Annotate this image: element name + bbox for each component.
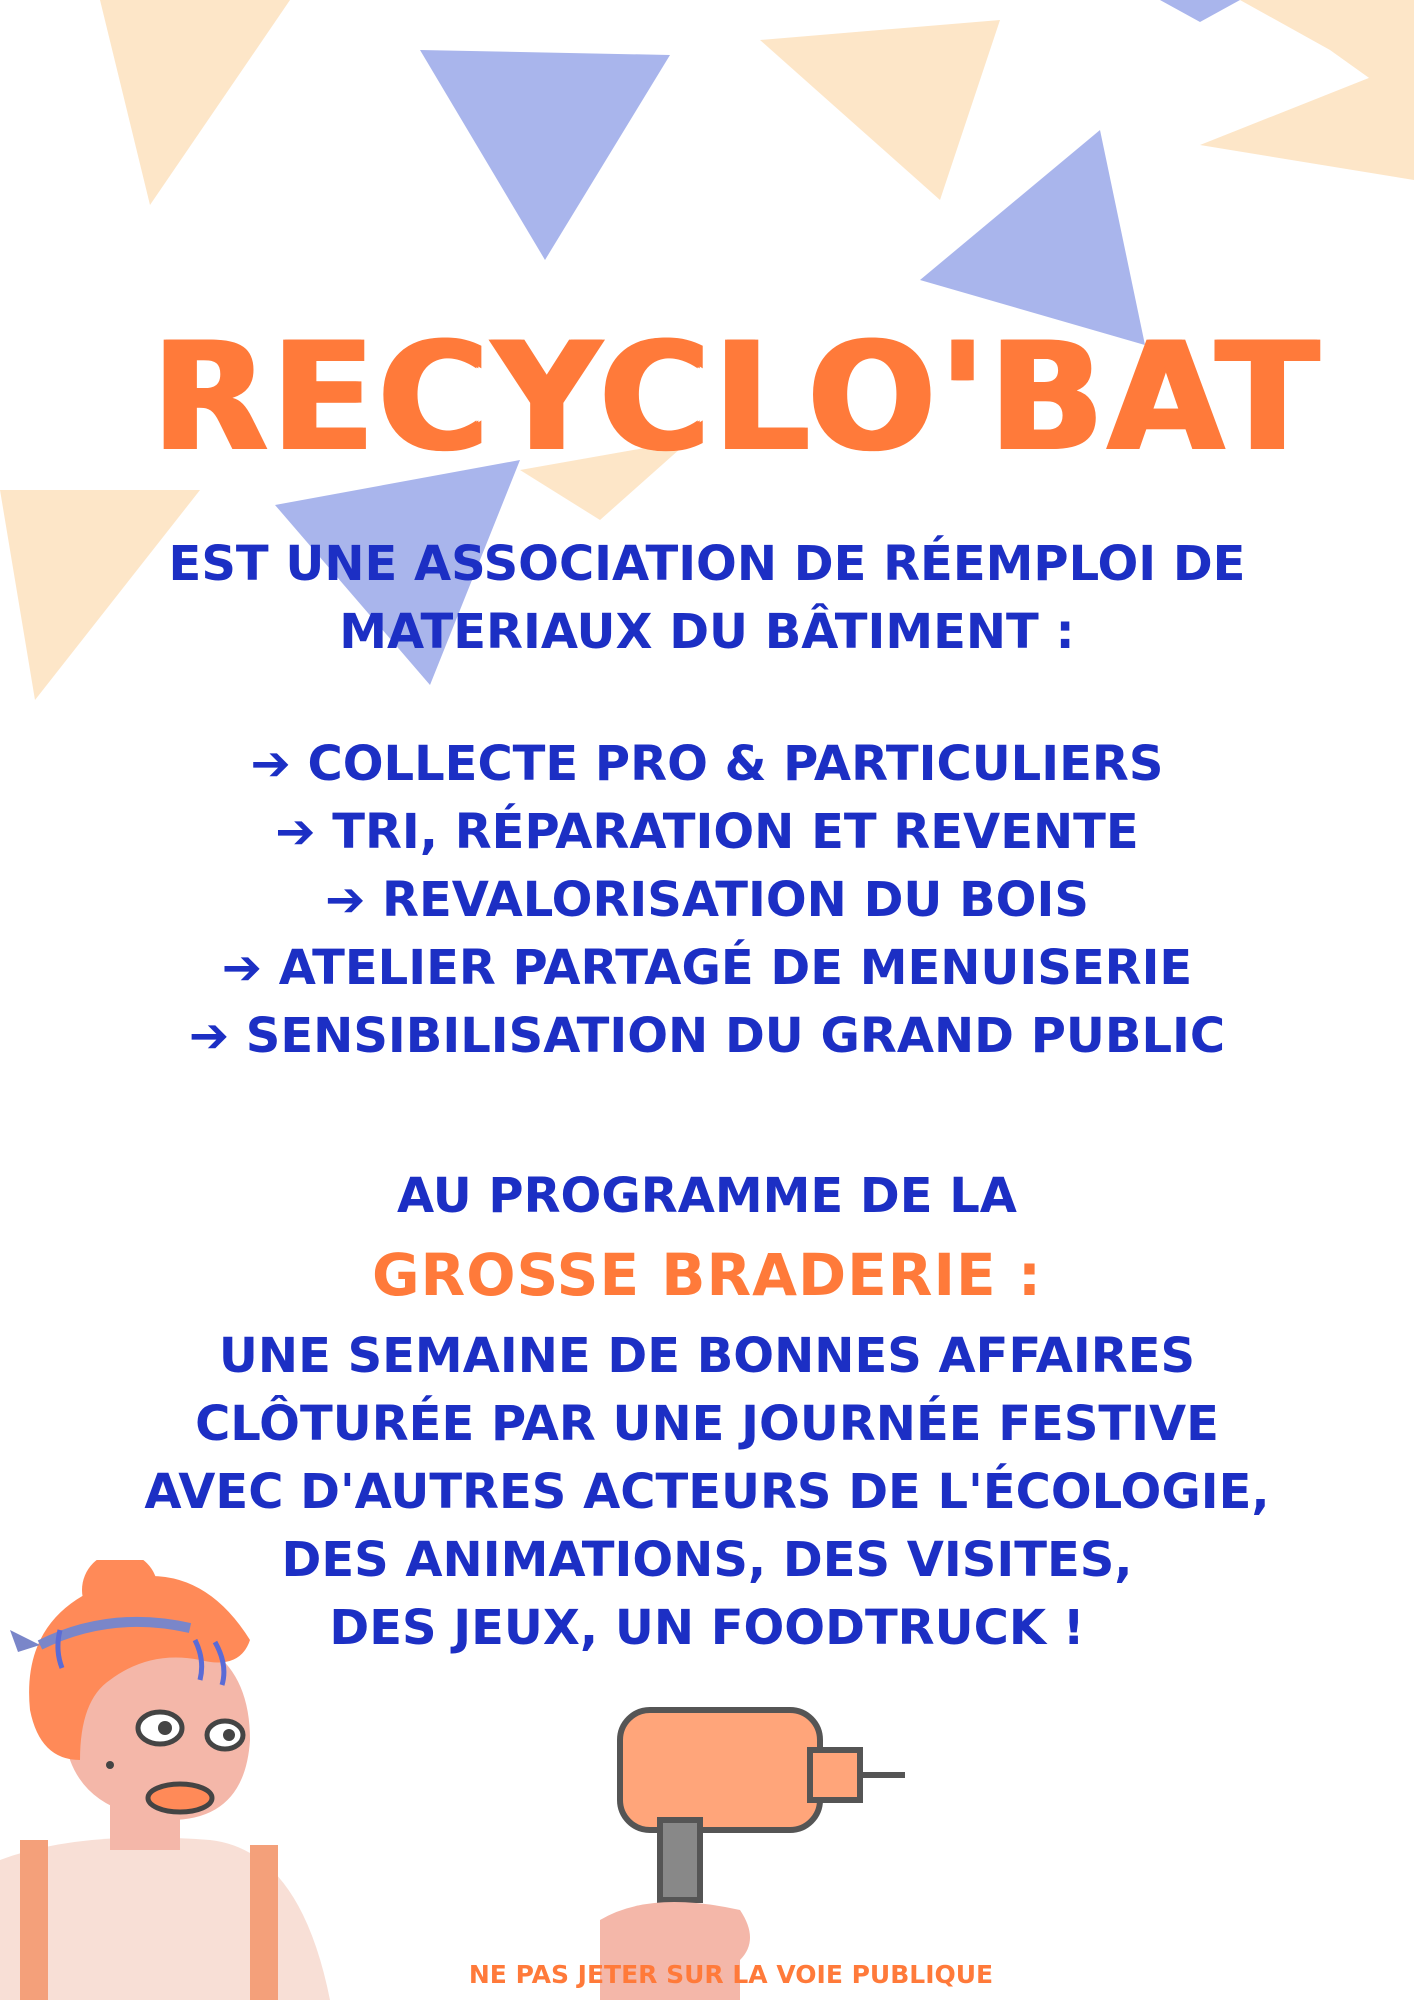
list-item: ➔ SENSIBILISATION DU GRAND PUBLIC bbox=[188, 1008, 1226, 1064]
bunting-flag bbox=[760, 20, 1000, 200]
intro-line: MATERIAUX DU BÂTIMENT : bbox=[339, 604, 1075, 660]
list-item: ➔ COLLECTE PRO & PARTICULIERS bbox=[250, 736, 1164, 792]
list-item: ➔ TRI, RÉPARATION ET REVENTE bbox=[275, 804, 1139, 860]
intro-line: EST UNE ASSOCIATION DE RÉEMPLOI DE bbox=[168, 536, 1246, 592]
drill-handle bbox=[660, 1820, 700, 1900]
drill-body bbox=[620, 1710, 820, 1830]
bunting-flag bbox=[100, 0, 290, 205]
program-label: AU PROGRAMME DE LA bbox=[397, 1168, 1017, 1224]
list-item: ➔ REVALORISATION DU BOIS bbox=[325, 872, 1089, 928]
worker-illustration bbox=[0, 1560, 1414, 2000]
activities-list bbox=[0, 730, 1414, 1070]
bunting-flag bbox=[420, 50, 670, 260]
worker-mouth bbox=[148, 1784, 212, 1812]
worker-mole bbox=[106, 1761, 114, 1769]
page-title: RECYCLO'BAT bbox=[151, 311, 1323, 485]
bunting-flag bbox=[1200, 60, 1414, 180]
description-line: UNE SEMAINE DE BONNES AFFAIRES bbox=[218, 1328, 1196, 1384]
worker-pupil bbox=[223, 1729, 235, 1741]
bunting-flag bbox=[1160, 0, 1240, 22]
description-line: DES JEUX, UN FOODTRUCK ! bbox=[329, 1600, 1085, 1656]
drill-chuck bbox=[810, 1750, 860, 1800]
worker-pupil bbox=[158, 1721, 172, 1735]
event-name: GROSSE BRADERIE : bbox=[371, 1241, 1043, 1309]
footer-notice: NE PAS JETER SUR LA VOIE PUBLIQUE bbox=[468, 1960, 994, 1989]
list-item: ➔ ATELIER PARTAGÉ DE MENUISERIE bbox=[221, 940, 1193, 996]
description-line: AVEC D'AUTRES ACTEURS DE L'ÉCOLOGIE, bbox=[144, 1464, 1270, 1520]
intro-text bbox=[0, 530, 1414, 666]
worker-headband-knot bbox=[10, 1630, 40, 1652]
description-line: DES ANIMATIONS, DES VISITES, bbox=[281, 1532, 1133, 1588]
description-line: CLÔTURÉE PAR UNE JOURNÉE FESTIVE bbox=[195, 1396, 1219, 1452]
